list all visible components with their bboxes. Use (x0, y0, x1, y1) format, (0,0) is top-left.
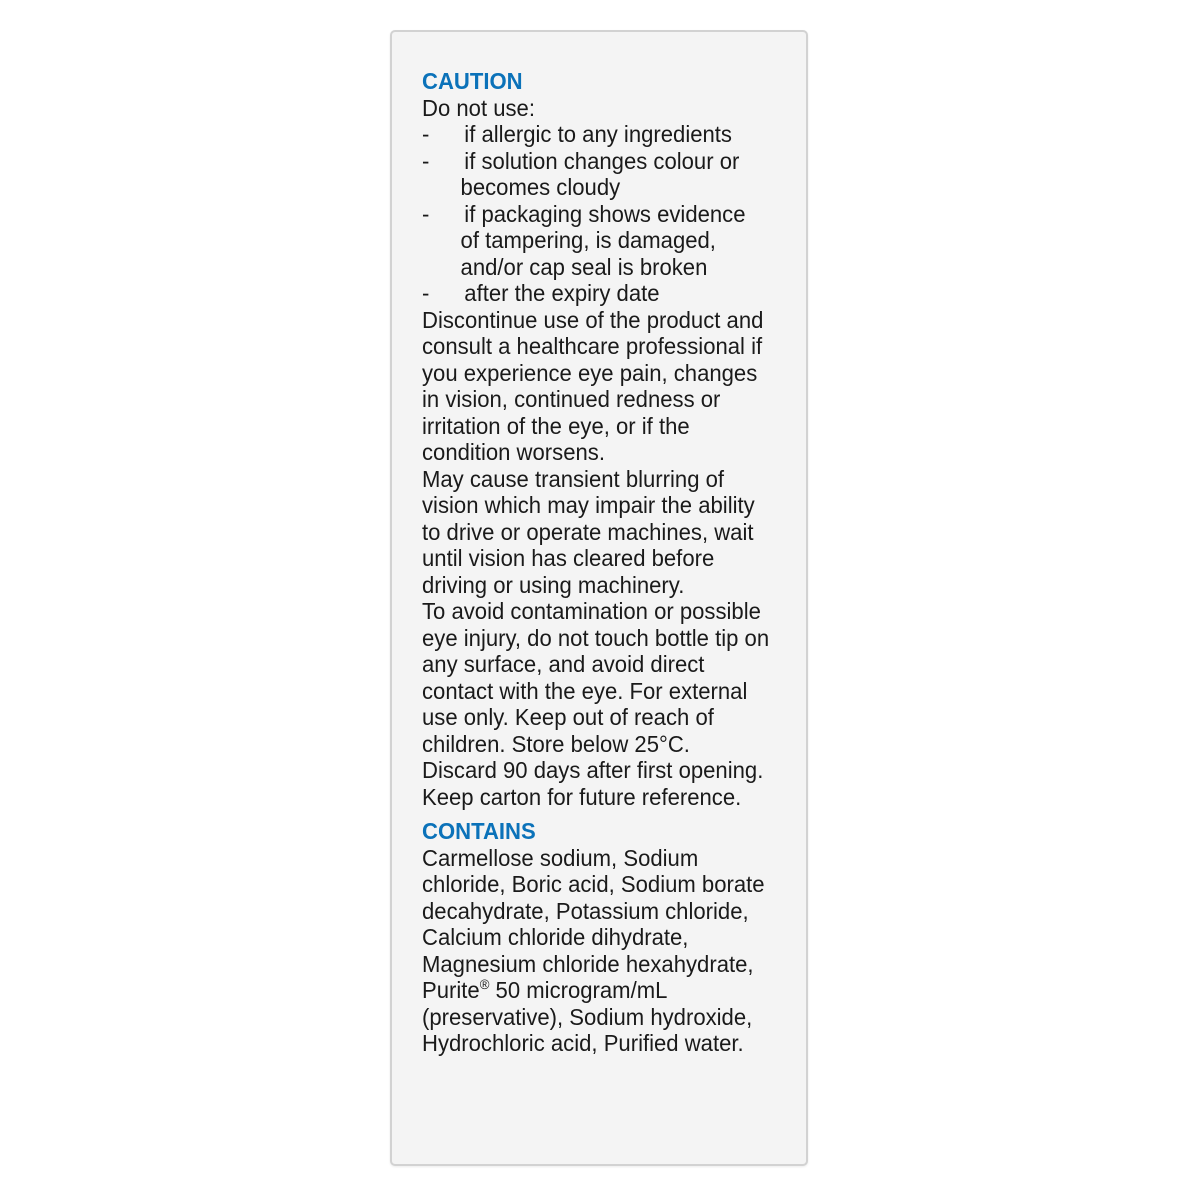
bullet-dash: - (422, 121, 430, 147)
ingredients-text-part1: Carmellose sodium, Sodium chloride, Boric acid, Sodium borate decahydrate, Potassium chloride, Calcium chloride dihydrate, Magnesium chloride hexahydrate, Purite (422, 844, 765, 1003)
caution-bullet-text: if allergic to any ingredients (464, 121, 732, 147)
bullet-dash: - (422, 200, 430, 227)
caution-heading: CAUTION (422, 68, 523, 94)
label-content (422, 68, 770, 1057)
caution-bullet-list (422, 121, 770, 307)
caution-paragraph-blurring: May cause transient blurring of vision which may impair the ability to drive or operate machines, wait until vision has cleared before driving or using machinery. (422, 465, 755, 598)
caution-bullet (422, 121, 770, 148)
ingredients-text (422, 845, 770, 1057)
label-panel (390, 30, 808, 1166)
caution-bullet (422, 148, 770, 201)
caution-bullet-text: if packaging shows evidence of tampering, is damaged, and/or cap seal is broken (460, 200, 746, 280)
caution-paragraph-discontinue: Discontinue use of the product and consult a healthcare professional if you experience eye pain, changes in vision, continued redness or irritation of the eye, or if the condition worsens. (422, 306, 764, 465)
caution-bullet-text: after the expiry date (464, 280, 660, 306)
caution-bullet (422, 201, 770, 281)
caution-paragraph-contamination: To avoid contamination or possible eye injury, do not touch bottle tip on any surface, and avoid direct contact with the eye. For external use only. Keep out of reach of children. Store below 25°C. Discard 90 days after first opening. Keep carton for future reference. (422, 598, 770, 810)
caution-bullet (422, 280, 770, 307)
caution-intro: Do not use: (422, 94, 535, 121)
registered-trademark-mark: ® (479, 976, 490, 992)
bullet-dash: - (422, 147, 430, 174)
contains-heading: CONTAINS (422, 818, 536, 844)
caution-bullet-text: if solution changes colour or becomes cloudy (460, 147, 740, 200)
ingredients-text-part2: 50 microgram/mL (preservative), Sodium hydroxide, Hydrochloric acid, Purified water. (422, 977, 753, 1056)
bullet-dash: - (422, 280, 430, 306)
